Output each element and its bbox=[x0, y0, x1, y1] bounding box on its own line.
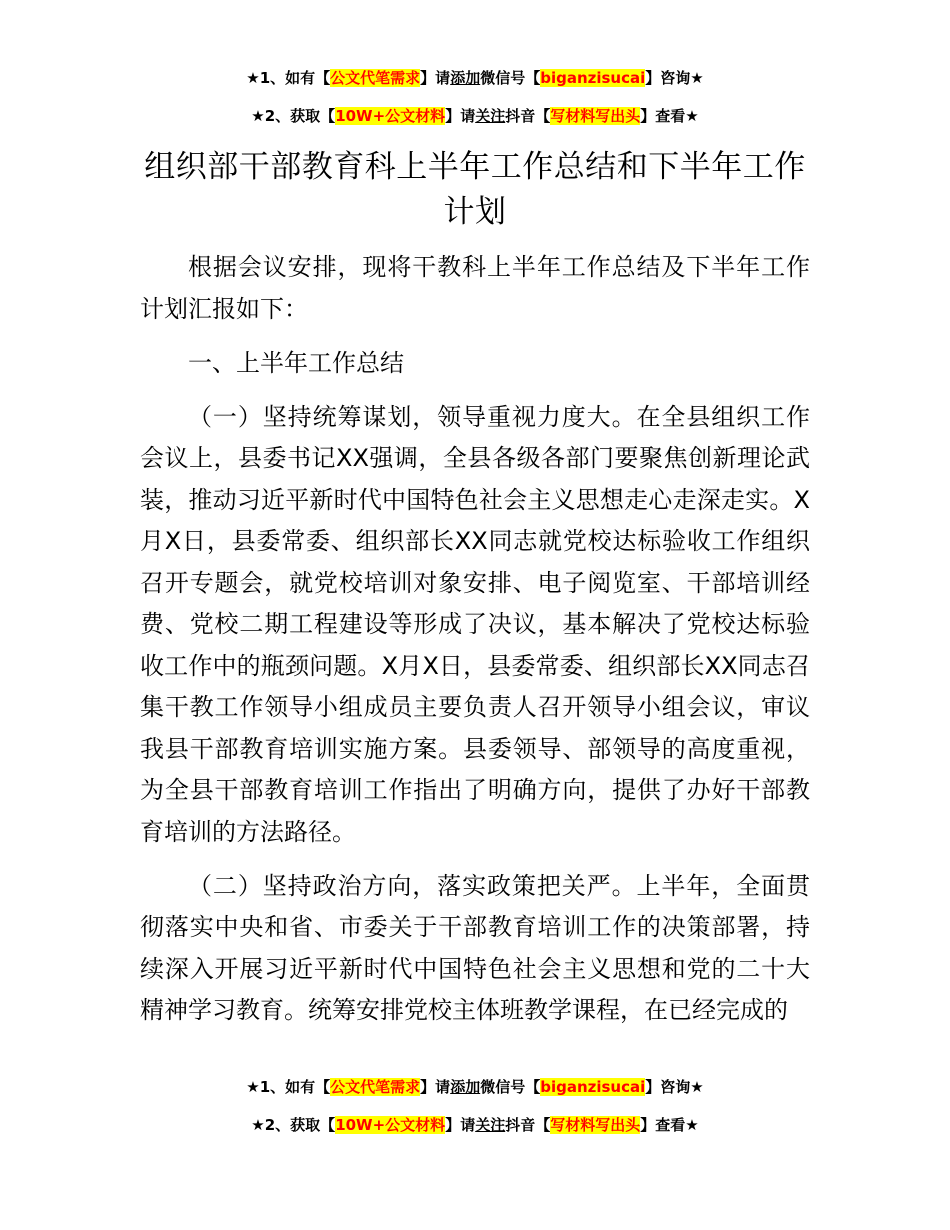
promo-prefix: ★2、获取【 bbox=[251, 1116, 336, 1134]
document-body bbox=[140, 247, 810, 1044]
body-paragraph-2: （二）坚持政治方向，落实政策把关严。上半年，全面贯彻落实中央和省、市委关于干部教育培训工作的决策部署，持续深入开展习近平新时代中国特色社会主义思想和党的二十大精神学习教育。统筹安排党校主体班教学课程，在已经完成的 bbox=[140, 871, 810, 1024]
promo-underlined-text: 关注 bbox=[475, 107, 506, 125]
promo-prefix: ★2、获取【 bbox=[251, 107, 336, 125]
header-promo-line-2 bbox=[0, 106, 950, 126]
promo-highlight-materials: 10W+公文材料 bbox=[335, 1116, 446, 1134]
document-title: 组织部干部教育科上半年工作总结和下半年工作计划 bbox=[144, 149, 806, 230]
promo-highlight-wechat-id: biganzisucai bbox=[540, 69, 646, 87]
promo-underlined-text: 添加 bbox=[450, 69, 481, 87]
promo-text: 】请 bbox=[445, 107, 476, 125]
promo-text: 微信号【 bbox=[480, 1078, 541, 1096]
promo-prefix: ★1、如有【 bbox=[246, 69, 331, 87]
promo-highlight-douyin-id: 写材料写出头 bbox=[550, 107, 641, 125]
body-paragraph-1: （一）坚持统筹谋划，领导重视力度大。在全县组织工作会议上，县委书记XX强调，全县各级各部门要聚焦创新理论武装，推动习近平新时代中国特色社会主义思想走心走深走实。X月X日，县委常委、组织部长XX同志就党校达标验收工作组织召开专题会，就党校培训对象安排、电子阅览室、干部培训经费、党校二期工程建设等形成了决议，基本解决了党校达标验收工作中的瓶颈问题。X月X日，县委常委、组织部长XX同志召集干教工作领导小组成员主要负责人召开领导小组会议，审议我县干部教育培训实施方案。县委领导、部领导的高度重视，为全县干部教育培训工作指出了明确方向，提供了办好干部教育培训的方法路径。 bbox=[140, 402, 810, 846]
section-heading-1: 一、上半年工作总结 bbox=[188, 348, 404, 377]
promo-text: 抖音【 bbox=[505, 107, 551, 125]
promo-suffix: 】咨询★ bbox=[645, 1078, 704, 1096]
promo-underlined-text: 添加 bbox=[450, 1078, 481, 1096]
promo-suffix: 】咨询★ bbox=[645, 69, 704, 87]
intro-paragraph: 根据会议安排，现将干教科上半年工作总结及下半年工作计划汇报如下： bbox=[140, 253, 810, 323]
promo-text: 】请 bbox=[420, 69, 451, 87]
promo-underlined-text: 关注 bbox=[475, 1116, 506, 1134]
promo-highlight-wechat-id: biganzisucai bbox=[540, 1078, 646, 1096]
promo-text: 微信号【 bbox=[480, 69, 541, 87]
header-promo-line-1 bbox=[0, 68, 950, 88]
promo-suffix: 】查看★ bbox=[640, 1116, 699, 1134]
promo-suffix: 】查看★ bbox=[640, 107, 699, 125]
promo-text: 抖音【 bbox=[505, 1116, 551, 1134]
promo-highlight-service: 公文代笔需求 bbox=[330, 1078, 421, 1096]
promo-highlight-materials: 10W+公文材料 bbox=[335, 107, 446, 125]
footer-promo-line-1 bbox=[0, 1077, 950, 1097]
promo-highlight-service: 公文代笔需求 bbox=[330, 69, 421, 87]
footer-promo-line-2 bbox=[0, 1115, 950, 1135]
promo-text: 】请 bbox=[420, 1078, 451, 1096]
promo-prefix: ★1、如有【 bbox=[246, 1078, 331, 1096]
promo-highlight-douyin-id: 写材料写出头 bbox=[550, 1116, 641, 1134]
promo-text: 】请 bbox=[445, 1116, 476, 1134]
